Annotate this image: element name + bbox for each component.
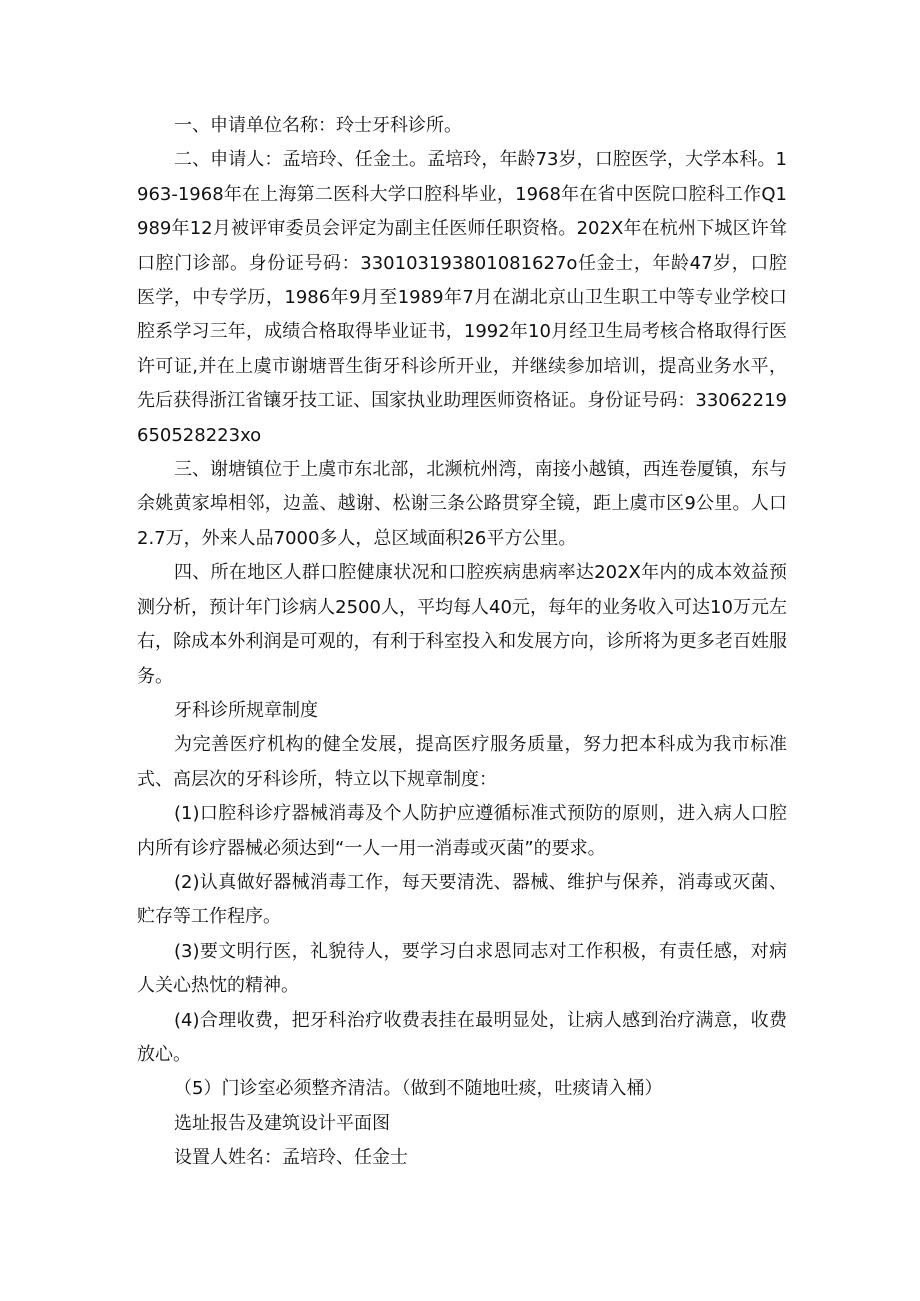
section-4-analysis: 四、所在地区人群口腔健康状况和口腔疾病患病率达202X年内的成本效益预测分析，预计年门诊病人2500人，平均每人40元，每年的业务收入可达10万元左右，除成本外利润是可观的，有利于科室投入和发展方向，诊所将为更多老百姓服务。 <box>137 562 787 687</box>
document-body <box>137 109 787 1176</box>
establisher-names: 设置人姓名：孟培玲、任金士 <box>174 1147 408 1169</box>
rule-item-2: (2)认真做好器械消毒工作，每天要清洗、器械、维护与保养，消毒或灭菌、贮存等工作程序。 <box>137 871 787 928</box>
section-1-applicant-unit: 一、申请单位名称：玲士牙科诊所。 <box>174 115 462 136</box>
section-2-applicants: 二、申请人：孟培玲、任金土。孟培玲，年龄73岁，口腔医学，大学本科。1963-1968年在上海第二医科大学口腔科毕业，1968年在省中医院口腔科工作Q1989年12月被评审委员会评定为副主任医师任职资格。202X年在杭州下城区许耸口腔门诊部。身份证号码：330103193801081627o任金士，年龄47岁，口腔医学，中专学历，1986年9月至1989年7月在湖北京山卫生职工中等专业学校口腔系学习三年，成绩合格取得毕业证书，1992年10月经卫生局考核合格取得行医许可证,并在上虞市谢塘晋生街牙科诊所开业，并继续参加培训，提高业务水平，先后获得浙江省镶牙技工证、国家执业助理医师资格证。身份证号码：33062219650528223xo <box>137 149 787 446</box>
rules-heading: 牙科诊所规章制度 <box>174 699 318 721</box>
rule-item-3: (3)要文明行医，礼貌待人，要学习白求恩同志对工作积极，有责任感，对病人关心热忱的精神。 <box>137 940 787 997</box>
rule-item-1: (1)口腔科诊疗器械消毒及个人防护应遵循标准式预防的原则，进入病人口腔内所有诊疗器械必须达到“一人一用一消毒或灭菌”的要求。 <box>137 803 787 859</box>
section-3-location: 三、谢塘镇位于上虞市东北部，北濒杭州湾，南接小越镇，西连卷厦镇，东与余姚黄家埠相邻，边盖、越谢、松谢三条公路贯穿全镜，距上虞市区9公里。人口2.7万，外来人品7000多人，总区域面积26平方公里。 <box>137 459 787 549</box>
rules-intro: 为完善医疗机构的健全发展，提高医疗服务质量，努力把本科成为我市标准式、高层次的牙科诊所，特立以下规章制度： <box>137 734 787 790</box>
rule-item-5: （5）门诊室必须整齐清洁。（做到不随地吐痰，吐痰请入桶） <box>174 1078 663 1100</box>
rule-item-4: (4)合理收费，把牙科治疗收费表挂在最明显处，让病人感到治疗满意，收费放心。 <box>137 1009 787 1065</box>
site-report-heading: 选址报告及建筑设计平面图 <box>174 1112 390 1134</box>
